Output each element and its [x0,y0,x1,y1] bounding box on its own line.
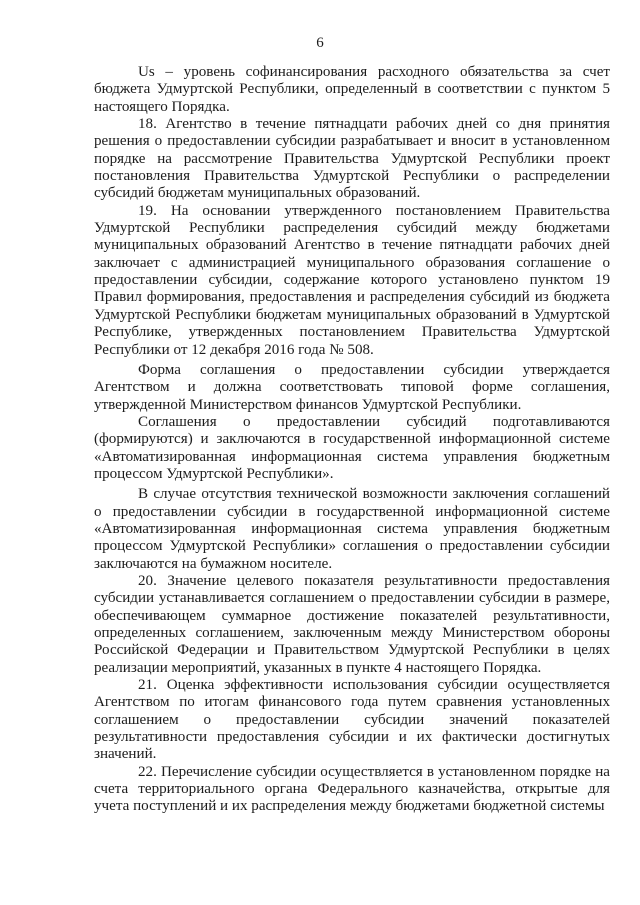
paragraph-paper-agreements: В случае отсутствия технической возможности заключения соглашений о предоставлении субсидии в государственной информационной системе «Автоматизированная информационная система управления бюджетным процессом Удмуртской Республики» соглашения о предоставлении субсидии заключаются на бумажном носителе. [94,486,610,572]
page-number: 6 [316,35,324,51]
paragraph-20: 20. Значение целевого показателя результативности предоставления субсидии устанавливается соглашением о предоставлении субсидии в размере, обеспечивающем суммарное достижение показателей результативности, определенных соглашением, заключенным между Министерством обороны Российской Федерации и Правительством Удмуртской Республики в целях реализации мероприятий, указанных в пункте 4 настоящего Порядка. [94,572,610,676]
paragraph-22: 22. Перечисление субсидии осуществляется в установленном порядке на счета территориального органа Федерального казначейства, открытые для учета поступлений и их распределения между бюджетами бюджетной системы [94,763,610,815]
paragraph-19: 19. На основании утвержденного постановлением Правительства Удмуртской Республики распределения субсидий между бюджетами муниципальных образований Агентство в течение пятнадцати рабочих дней заключает с администрацией муниципального образования соглашение о предоставлении субсидии, содержание которого установлено пунктом 19 Правил формирования, предоставления и распределения субсидий из бюджета Удмуртской Республики бюджетам муниципальных образований в Удмуртской Республике, утвержденных постановлением Правительства Удмуртской Республики от 12 декабря 2016 года № 508. [94,202,610,358]
paragraph-us-definition: Us – уровень софинансирования расходного обязательства за счет бюджета Удмуртской Республики, определенный в соответствии с пунктом 5 настоящего Порядка. [94,64,610,115]
paragraph-agreements-system: Соглашения о предоставлении субсидий подготавливаются (формируются) и заключаются в государственной информационной системе «Автоматизированная информационная система управления бюджетным процессом Удмуртской Республики». [94,413,610,482]
paragraph-18: 18. Агентство в течение пятнадцати рабочих дней со дня принятия решения о предоставлении субсидии разрабатывает и вносит в установленном порядке на рассмотрение Правительства Удмуртской Республики проект постановления Правительства Удмуртской Республики о распределении субсидий бюджетам муниципальных образований. [94,116,610,202]
paragraph-21: 21. Оценка эффективности использования субсидии осуществляется Агентством по итогам финансового года путем сравнения установленных соглашением о предоставлении субсидии значений показателей результативности предоставления субсидии и их фактически достигнутых значений. [94,677,610,763]
paragraph-agreement-form: Форма соглашения о предоставлении субсидии утверждается Агентством и должна соответствовать типовой форме соглашения, утвержденной Министерством финансов Удмуртской Республики. [94,361,610,413]
document-body [94,64,610,816]
